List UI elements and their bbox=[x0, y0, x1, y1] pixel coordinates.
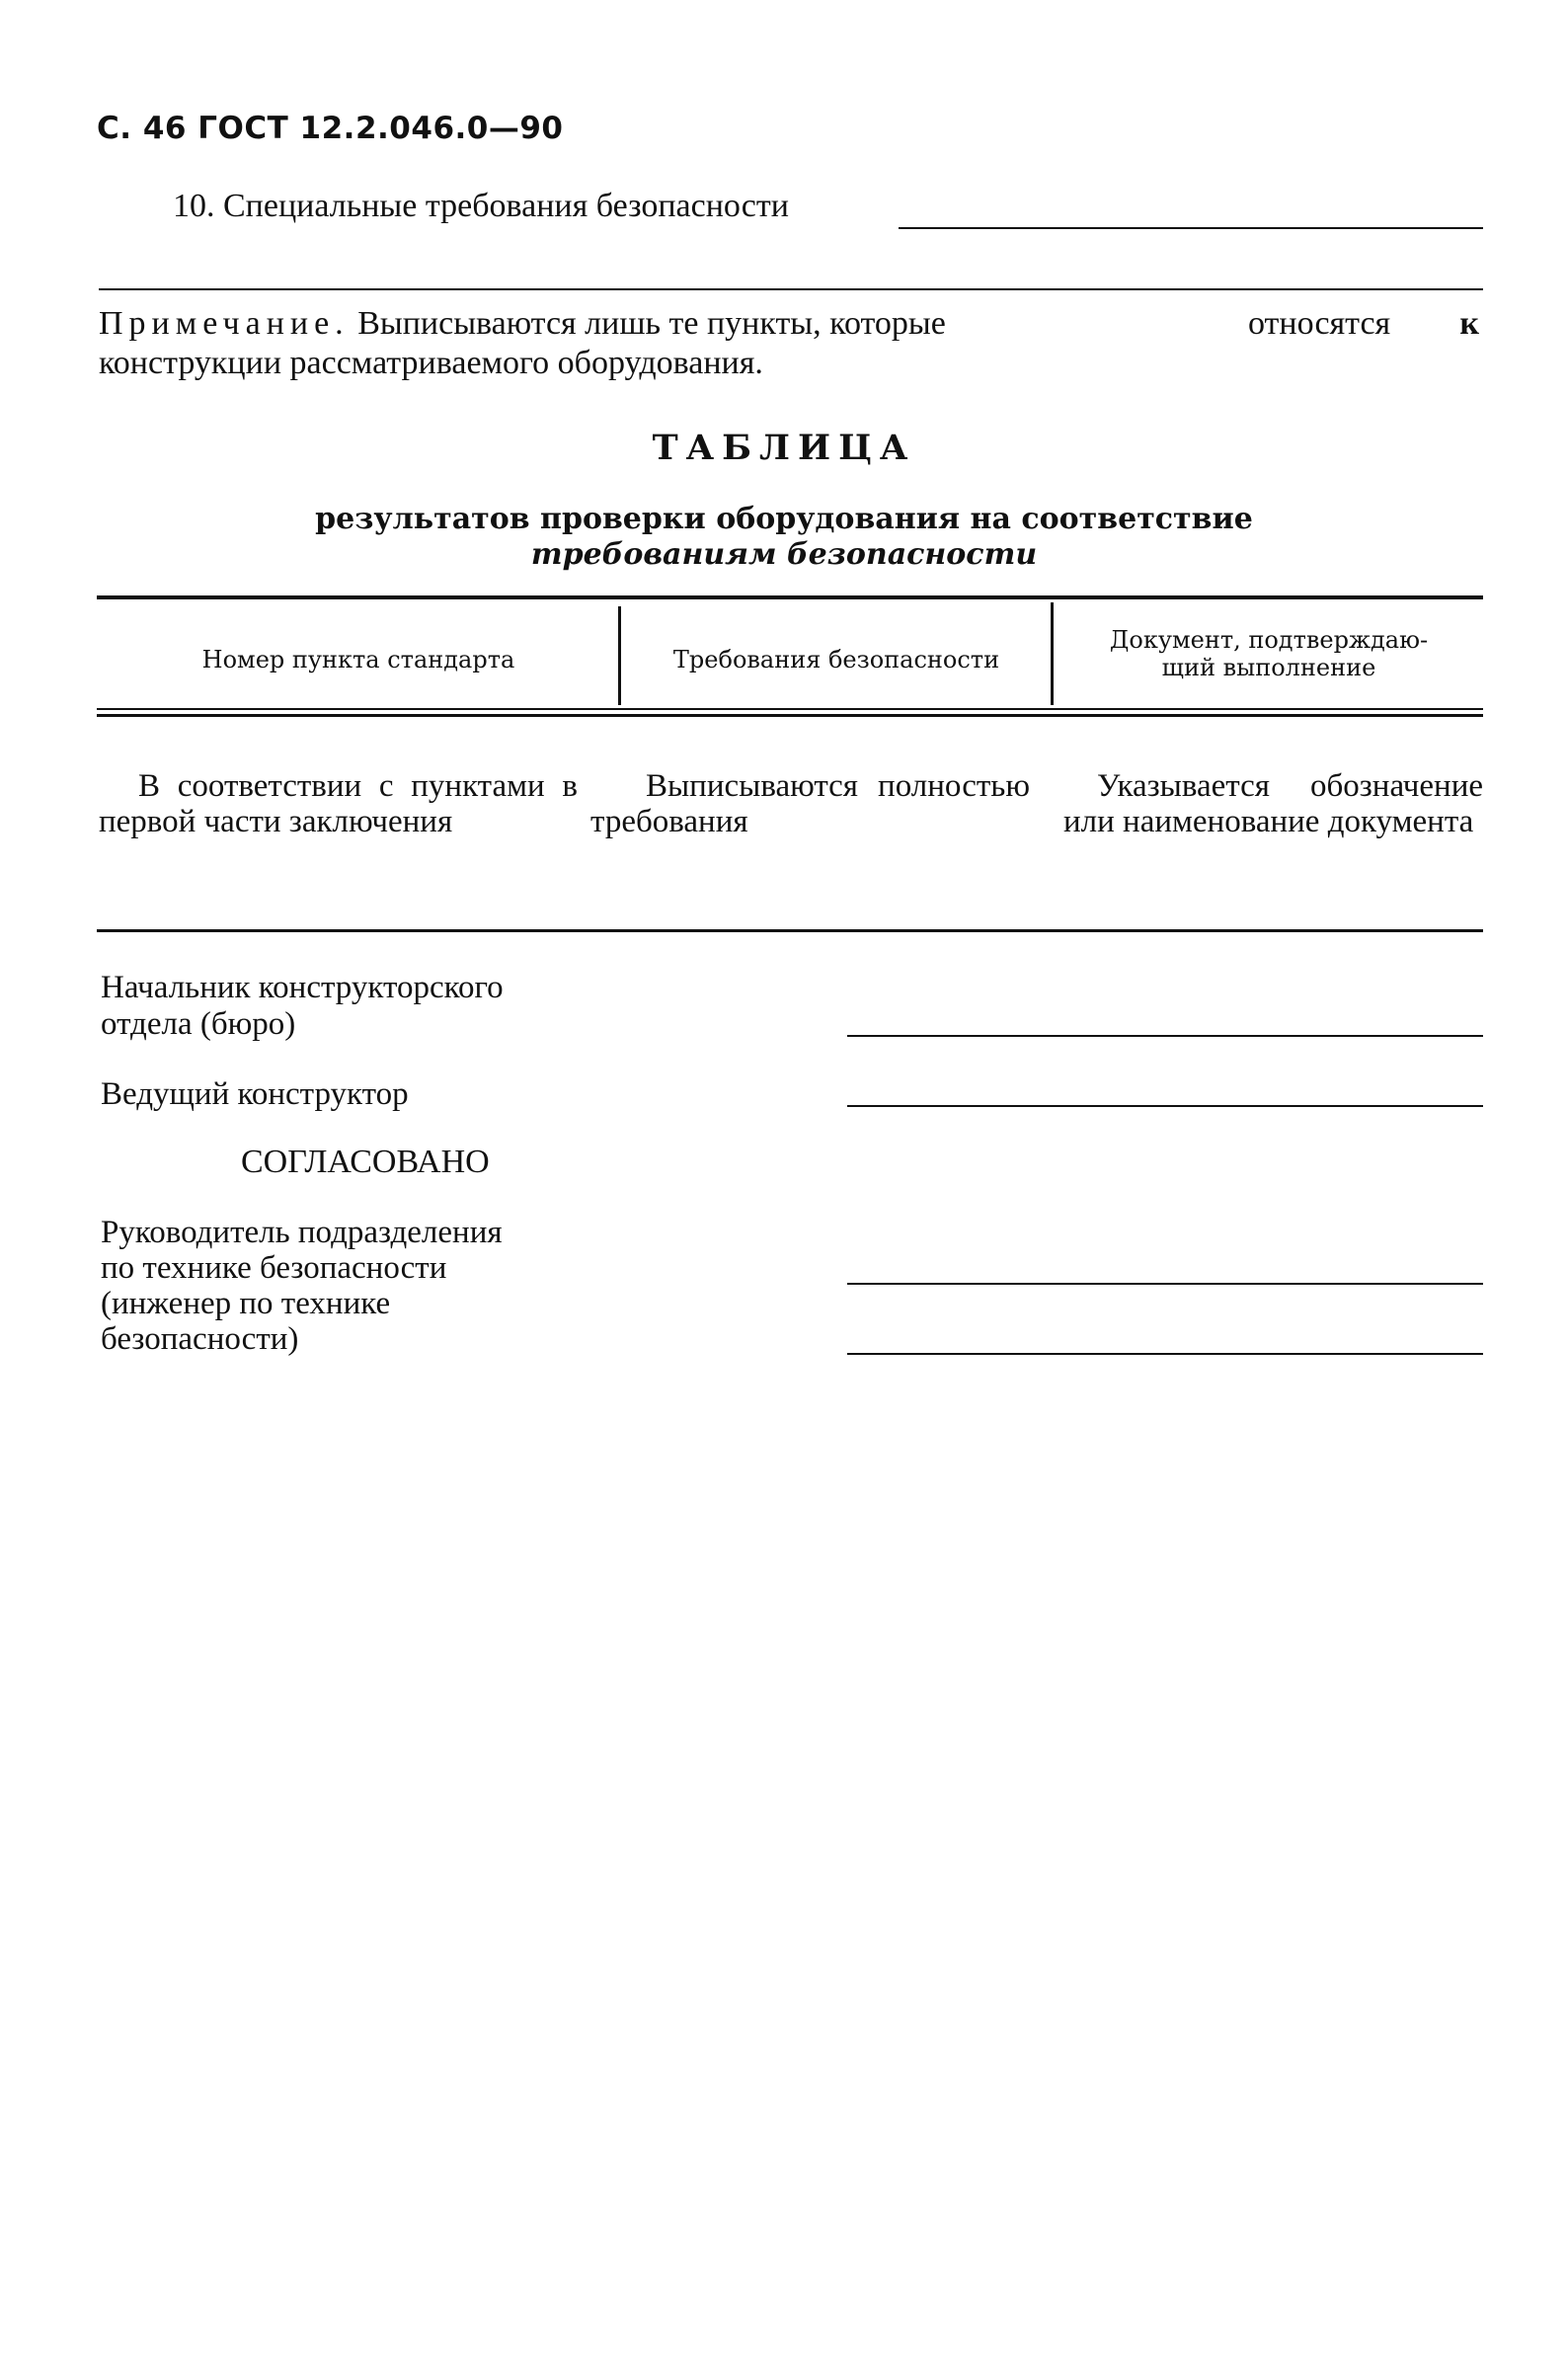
page-header: С. 46 ГОСТ 12.2.046.0—90 bbox=[97, 111, 564, 146]
table-bottom-rule bbox=[97, 929, 1483, 932]
table-header-col3-line2: щий выполнение bbox=[1161, 654, 1376, 681]
table-subtitle bbox=[0, 502, 1568, 573]
lead-signature-line bbox=[847, 1105, 1483, 1107]
table-top-rule bbox=[97, 595, 1483, 599]
table-subtitle-line1: результатов проверки оборудования на соответствие bbox=[315, 502, 1253, 536]
agreed-heading: СОГЛАСОВАНО bbox=[241, 1144, 490, 1180]
table-row-col3: Указывается обозначение или наименование документа bbox=[1063, 768, 1483, 839]
note-text-line1: Выписываются лишь те пункты, которые bbox=[357, 305, 946, 342]
chief-label-line2: отдела (бюро) bbox=[101, 1006, 296, 1042]
table-header-divider-2 bbox=[1051, 602, 1054, 705]
table-header-col3 bbox=[1055, 626, 1483, 681]
chief-label-line1: Начальник конструкторского bbox=[101, 970, 504, 1005]
safety-head-label bbox=[101, 1215, 503, 1357]
note-text-line1-last: к bbox=[1459, 305, 1479, 342]
safety-head-signature-line-1 bbox=[847, 1283, 1483, 1285]
item-10-fill-line bbox=[899, 227, 1483, 229]
safety-head-line2: по технике безопасности bbox=[101, 1250, 447, 1286]
table-row-col2: Выписываются полностью требования bbox=[590, 768, 1030, 839]
table-header-bottom-rule-1 bbox=[97, 708, 1483, 710]
note-text-line1-end: относятся bbox=[1248, 305, 1391, 342]
item-10-text: 10. Специальные требования безопасности bbox=[173, 188, 789, 224]
table-header-bottom-rule-2 bbox=[97, 714, 1483, 717]
safety-head-line1: Руководитель подразделения bbox=[101, 1215, 503, 1250]
table-header-col1: Номер пункта стандарта bbox=[201, 646, 515, 673]
note-paragraph bbox=[99, 304, 1481, 383]
safety-head-signature-line-2 bbox=[847, 1353, 1483, 1355]
table-row-col1: В соответствии с пунктами в первой части заключения bbox=[99, 768, 578, 839]
chief-signature-line bbox=[847, 1035, 1483, 1037]
safety-head-line3: (инженер по технике bbox=[101, 1286, 391, 1321]
item-10-second-line bbox=[99, 288, 1483, 290]
table-subtitle-line2: требованиям безопасности bbox=[530, 537, 1038, 572]
table-title: ТАБЛИЦА bbox=[652, 428, 916, 468]
lead-label: Ведущий конструктор bbox=[101, 1076, 409, 1112]
table-header-col3-line1: Документ, подтверждаю- bbox=[1109, 626, 1429, 654]
table-header-col2: Требования безопасности bbox=[672, 646, 1000, 673]
table-header-divider-1 bbox=[618, 606, 621, 705]
chief-label bbox=[101, 970, 504, 1043]
note-label: Примечание. bbox=[99, 305, 350, 342]
safety-head-line4: безопасности) bbox=[101, 1321, 299, 1357]
note-text-line2: конструкции рассматриваемого оборудования. bbox=[99, 345, 763, 381]
